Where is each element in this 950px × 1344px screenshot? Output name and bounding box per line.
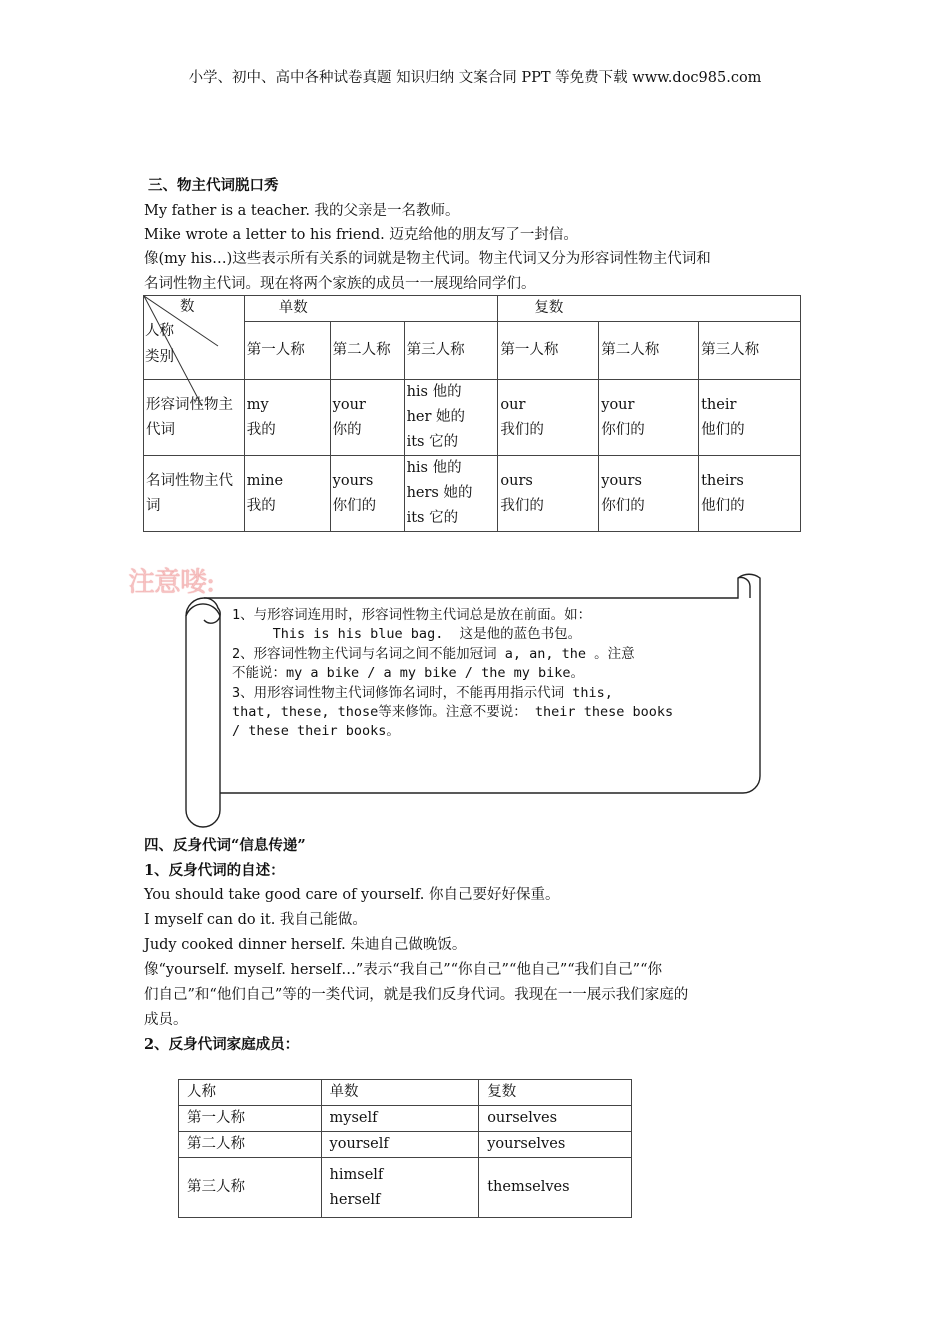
table-row bbox=[179, 1106, 632, 1132]
table-row bbox=[179, 1158, 632, 1218]
singular-header: 单数 bbox=[244, 296, 498, 322]
section4-line-5: 们自己”和“他们自己”等的一类代词，就是我们反身代词。我现在一一展示我们家庭的 bbox=[144, 987, 689, 1003]
note-line-4: 不能说：my a bike / a my bike / the my bike。 bbox=[232, 665, 584, 681]
note-line-7: / these their books。 bbox=[232, 723, 400, 739]
table-cell: yourselves bbox=[479, 1132, 632, 1158]
note-line-1: 1、与形容词连用时，形容词性物主代词总是放在前面。如： bbox=[232, 607, 592, 623]
table-cell: theirs 他们的 bbox=[699, 456, 801, 532]
person-header: 第一人称 bbox=[244, 322, 330, 380]
plural-header: 复数 bbox=[498, 296, 801, 322]
table-cell: ourselves bbox=[479, 1106, 632, 1132]
person-header: 第二人称 bbox=[330, 322, 404, 380]
corner-label-number: 数 bbox=[180, 299, 195, 315]
table-row bbox=[144, 456, 801, 532]
table-cell: yours 你们的 bbox=[330, 456, 404, 532]
section3-line-4: 名词性物主代词。现在将两个家族的成员一一展现给同学们。 bbox=[144, 276, 536, 292]
person-header: 第三人称 bbox=[404, 322, 498, 380]
table-cell: yourself bbox=[321, 1132, 479, 1158]
table-cell: myself bbox=[321, 1106, 479, 1132]
row-label: 名词性物主代词 bbox=[144, 456, 245, 532]
section4-line-4: 像“yourself. myself. herself…”表示“我自己”“你自己”“他自己”“我们自己”“你 bbox=[144, 962, 663, 978]
table-row bbox=[179, 1132, 632, 1158]
column-header: 复数 bbox=[479, 1080, 632, 1106]
table-header-row bbox=[179, 1080, 632, 1106]
corner-label-person: 人称 bbox=[145, 323, 174, 339]
table-cell: his 他的 hers 她的 its 它的 bbox=[404, 456, 498, 532]
possessive-table bbox=[143, 295, 801, 532]
table-cell: ours 我们的 bbox=[498, 456, 599, 532]
section3-title: 三、物主代词脱口秀 bbox=[148, 177, 279, 194]
note-line-5: 3、用形容词性物主代词修饰名词时，不能再用指示代词 this, bbox=[232, 685, 613, 701]
table-cell: his 他的 her 她的 its 它的 bbox=[404, 380, 498, 456]
note-line-3: 2、形容词性物主代词与名词之间不能加冠词 a, an, the 。注意 bbox=[232, 646, 635, 662]
section3-line-3: 像(my his…)这些表示所有关系的词就是物主代词。物主代词又分为形容词性物主代词和 bbox=[144, 251, 711, 267]
note-line-2: This is his blue bag. 这是他的蓝色书包。 bbox=[232, 626, 582, 642]
table-cell: 第一人称 bbox=[179, 1106, 322, 1132]
person-header: 第三人称 bbox=[699, 322, 801, 380]
corner-label-category: 类别 bbox=[145, 349, 174, 365]
table-cell: my 我的 bbox=[244, 380, 330, 456]
table-cell: mine 我的 bbox=[244, 456, 330, 532]
section4-subtitle-2: 2、反身代词家庭成员： bbox=[144, 1036, 300, 1053]
section4-title: 四、反身代词“信息传递” bbox=[144, 837, 306, 854]
reflexive-table bbox=[178, 1079, 632, 1218]
row-label: 形容词性物主代词 bbox=[144, 380, 245, 456]
table-cell: your 你们的 bbox=[599, 380, 699, 456]
section4-line-6: 成员。 bbox=[144, 1012, 188, 1028]
table-cell: our 我们的 bbox=[498, 380, 599, 456]
section4-line-2: I myself can do it. 我自己能做。 bbox=[144, 912, 367, 928]
table-cell: themselves bbox=[479, 1158, 632, 1218]
column-header: 单数 bbox=[321, 1080, 479, 1106]
table-cell: 第二人称 bbox=[179, 1132, 322, 1158]
page-header: 小学、初中、高中各种试卷真题 知识归纳 文案合同 PPT 等免费下载 www.doc985.com bbox=[188, 70, 762, 86]
table-cell: himself herself bbox=[321, 1158, 479, 1218]
column-header: 人称 bbox=[179, 1080, 322, 1106]
section3-line-2: Mike wrote a letter to his friend. 迈克给他的朋友写了一封信。 bbox=[144, 227, 578, 243]
person-header: 第一人称 bbox=[498, 322, 599, 380]
section4-line-1: You should take good care of yourself. 你自己要好好保重。 bbox=[144, 887, 560, 903]
person-header: 第二人称 bbox=[599, 322, 699, 380]
note-line-6: that, these, those等来修饰。注意不要说： their these books bbox=[232, 704, 674, 720]
table-corner-cell bbox=[144, 296, 245, 380]
section4-subtitle-1: 1、反身代词的自述： bbox=[144, 862, 285, 879]
table-cell: 第三人称 bbox=[179, 1158, 322, 1218]
table-cell: your 你的 bbox=[330, 380, 404, 456]
section3-line-1: My father is a teacher. 我的父亲是一名教师。 bbox=[144, 203, 460, 219]
note-heading: 注意喽: bbox=[128, 567, 215, 598]
table-cell: their 他们的 bbox=[699, 380, 801, 456]
table-cell: yours 你们的 bbox=[599, 456, 699, 532]
section4-line-3: Judy cooked dinner herself. 朱迪自己做晚饭。 bbox=[144, 937, 467, 953]
